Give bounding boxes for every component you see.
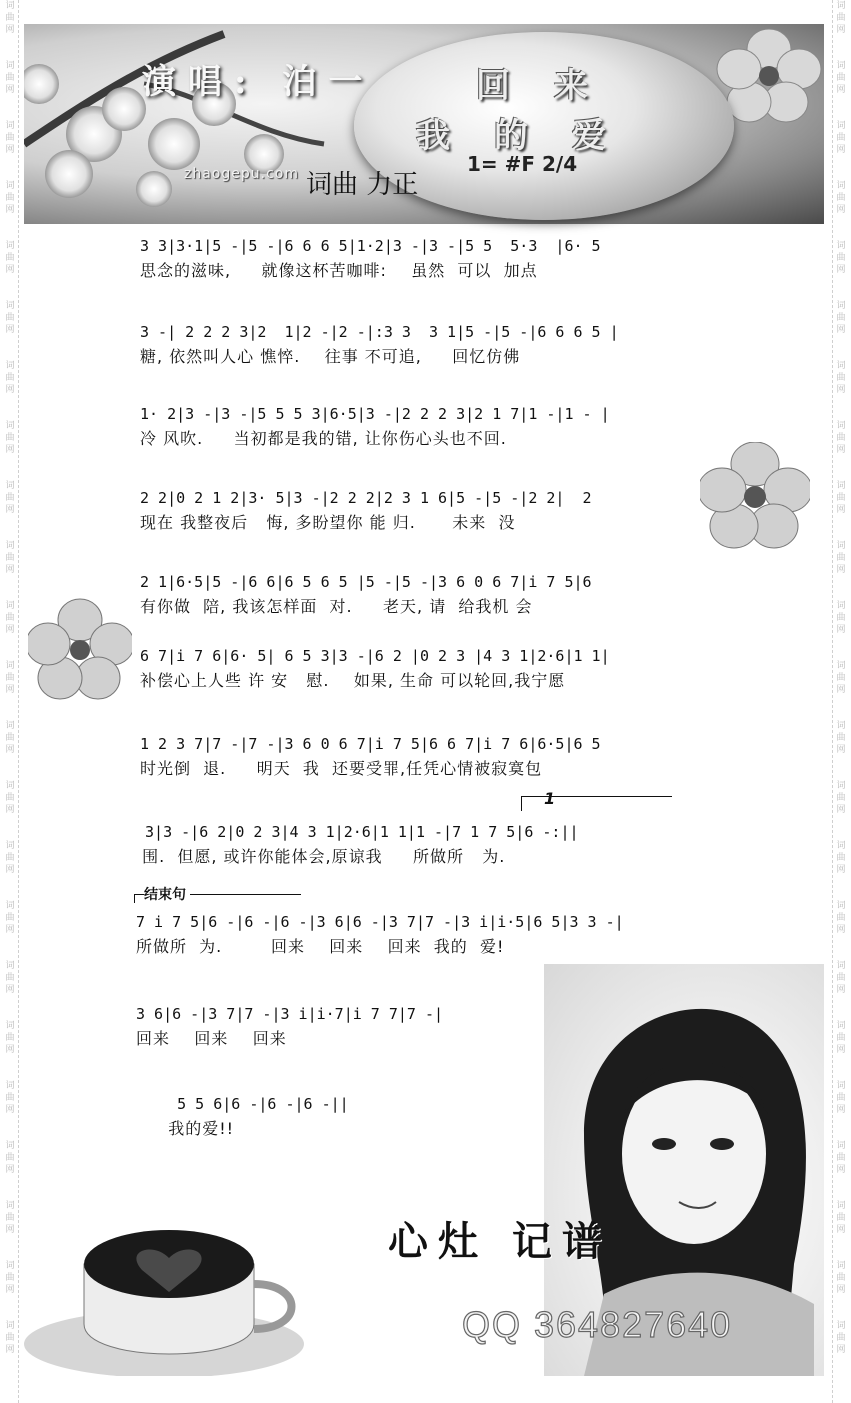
watermark-glyphs: 词 曲 网 [5, 241, 15, 275]
jianpu-notes-line: 2 2|0 2 1 2|3· 5|3 -|2 2 2|2 3 1 6|5 -|5 -|2 2| 2 [140, 489, 592, 507]
singer-label: 演唱: 泊一 [142, 62, 375, 102]
watermark-glyphs: 词 曲 网 [5, 901, 15, 935]
watermark-glyphs: 词 曲 网 [5, 1321, 15, 1355]
watermark-glyphs: 词 曲 网 [836, 241, 846, 275]
jianpu-notes-line: 5 5 6|6 -|6 -|6 -|| [150, 1095, 349, 1113]
jianpu-notes-line: 3 3|3·1|5 -|5 -|6 6 6 5|1·2|3 -|3 -|5 5 5·3 |6· 5 [140, 237, 601, 255]
song-title-line2: 我的爱 [416, 116, 650, 156]
jianpu-notes-line: 3 6|6 -|3 7|7 -|3 i|i·7|i 7 7|7 -| [136, 1005, 444, 1023]
watermark-glyphs: 词 曲 网 [5, 721, 15, 755]
watermark-glyphs: 词 曲 网 [5, 1021, 15, 1055]
qq-contact: QQ 364827640 [462, 1304, 733, 1345]
watermark-glyphs: 词 曲 网 [5, 1201, 15, 1235]
score-system [140, 734, 780, 780]
score-system [140, 572, 780, 618]
watermark-glyphs: 词 曲 网 [836, 1021, 846, 1055]
watermark-glyphs: 词 曲 网 [836, 301, 846, 335]
lyrics-line: 思念的滋味, 就像这杯苦咖啡: 虽然 可以 加点 [140, 261, 538, 280]
score-system [140, 236, 780, 282]
watermark-glyphs: 词 曲 网 [5, 181, 15, 215]
watermark-glyphs: 词 曲 网 [836, 361, 846, 395]
watermark-glyphs: 词 曲 网 [836, 1261, 846, 1295]
watermark-glyphs: 词 曲 网 [836, 841, 846, 875]
watermark-glyphs: 词 曲 网 [5, 1141, 15, 1175]
coffee-cup-image [24, 1204, 384, 1376]
score-system [140, 404, 780, 450]
jianpu-notes-line: 3|3 -|6 2|0 2 3|4 3 1|2·6|1 1|1 -|7 1 7 5|6 -:|| [136, 823, 579, 841]
blossom-flower-image [28, 598, 132, 702]
watermark-glyphs: 词 曲 网 [836, 661, 846, 695]
watermark-glyphs: 词 曲 网 [836, 781, 846, 815]
jianpu-notes-line: 7 i 7 5|6 -|6 -|6 -|3 6|6 -|3 7|7 -|3 i|i·5|6 5|3 3 -| [136, 913, 624, 931]
left-watermark-strip [2, 0, 19, 1403]
lyrics-line: 糖, 依然叫人心 憔悴. 往事 不可追, 回忆仿佛 [140, 347, 521, 366]
score-system [140, 322, 780, 368]
watermark-glyphs: 词 曲 网 [5, 661, 15, 695]
score-system [136, 912, 776, 958]
lyrics-line: 冷 风吹. 当初都是我的错, 让你伤心头也不回. [140, 429, 507, 448]
coda-label: 结束句 [144, 884, 190, 904]
lyricist-credit: 词曲 力正 [306, 170, 419, 200]
watermark-glyphs: 词 曲 网 [5, 781, 15, 815]
score-system [140, 488, 780, 534]
watermark-glyphs: 词 曲 网 [5, 841, 15, 875]
watermark-glyphs: 词 曲 网 [5, 421, 15, 455]
watermark-glyphs: 词 曲 网 [836, 901, 846, 935]
watermark-glyphs: 词 曲 网 [836, 961, 846, 995]
lyrics-line: 时光倒 退. 明天 我 还要受罪,任凭心情被寂寞包 [140, 759, 543, 778]
watermark-glyphs: 词 曲 网 [836, 1, 846, 35]
notator-signature: 心灶 记谱 [388, 1218, 612, 1265]
watermark-glyphs: 词 曲 网 [5, 361, 15, 395]
watermark-glyphs: 词 曲 网 [836, 1321, 846, 1355]
blossom-flower-image [700, 442, 810, 552]
watermark-glyphs: 词 曲 网 [5, 541, 15, 575]
first-ending-number: 1 [544, 789, 556, 808]
lyrics-line: 现在 我整夜后 悔, 多盼望你 能 归. 未来 没 [140, 513, 516, 532]
watermark-glyphs: 词 曲 网 [836, 1081, 846, 1115]
sheet-music-page [24, 24, 824, 1376]
jianpu-notes-line: 1· 2|3 -|3 -|5 5 5 3|6·5|3 -|2 2 2 3|2 1 7|1 -|1 - | [140, 405, 610, 423]
watermark-glyphs: 词 曲 网 [836, 1201, 846, 1235]
watermark-glyphs: 词 曲 网 [5, 301, 15, 335]
jianpu-notes-line: 1 2 3 7|7 -|7 -|3 6 0 6 7|i 7 5|6 6 7|i 7 6|6·5|6 5 [140, 735, 601, 753]
score-system [140, 646, 780, 692]
jianpu-notes-line: 2 1|6·5|5 -|6 6|6 5 6 5 |5 -|5 -|3 6 0 6 7|i 7 5|6 [140, 573, 592, 591]
watermark-glyphs: 词 曲 网 [836, 1141, 846, 1175]
watermark-glyphs: 词 曲 网 [836, 121, 846, 155]
watermark-glyphs: 词 曲 网 [836, 601, 846, 635]
watermark-glyphs: 词 曲 网 [5, 961, 15, 995]
watermark-glyphs: 词 曲 网 [836, 481, 846, 515]
watermark-glyphs: 词 曲 网 [5, 481, 15, 515]
lyrics-line: 有你做 陪, 我该怎样面 对. 老天, 请 给我机 会 [140, 597, 533, 616]
watermark-glyphs: 词 曲 网 [836, 181, 846, 215]
watermark-glyphs: 词 曲 网 [836, 721, 846, 755]
lyrics-line: 回来 回来 回来 [136, 1029, 287, 1048]
lyrics-line: 所做所 为. 回来 回来 回来 我的 爱! [136, 937, 505, 956]
watermark-glyphs: 词 曲 网 [836, 541, 846, 575]
lyrics-line: 补偿心上人些 许 安 慰. 如果, 生命 可以轮回,我宁愿 [140, 671, 566, 690]
watermark-glyphs: 词 曲 网 [836, 421, 846, 455]
watermark-glyphs: 词 曲 网 [5, 1261, 15, 1295]
lyrics-line: 围. 但愿, 或许你能体会,原谅我 所做所 为. [136, 847, 506, 866]
watermark-glyphs: 词 曲 网 [5, 61, 15, 95]
watermark-glyphs: 词 曲 网 [5, 601, 15, 635]
watermark-glyphs: 词 曲 网 [5, 121, 15, 155]
site-watermark: zhaogepu.com [184, 166, 299, 182]
watermark-glyphs: 词 曲 网 [5, 1081, 15, 1115]
lyrics-line: 我的爱!! [150, 1119, 235, 1138]
watermark-glyphs: 词 曲 网 [836, 61, 846, 95]
jianpu-notes-line: 3 -| 2 2 2 3|2 1|2 -|2 -|:3 3 3 1|5 -|5 -|6 6 6 5 | [140, 323, 619, 341]
song-title-line1: 回来 [476, 66, 632, 106]
jianpu-notes-line: 6 7|i 7 6|6· 5| 6 5 3|3 -|6 2 |0 2 3 |4 3 1|2·6|1 1| [140, 647, 610, 665]
watermark-glyphs: 词 曲 网 [5, 1, 15, 35]
right-watermark-strip [832, 0, 849, 1403]
key-signature: 1= #F 2/4 [467, 152, 578, 176]
score-system [136, 822, 776, 868]
